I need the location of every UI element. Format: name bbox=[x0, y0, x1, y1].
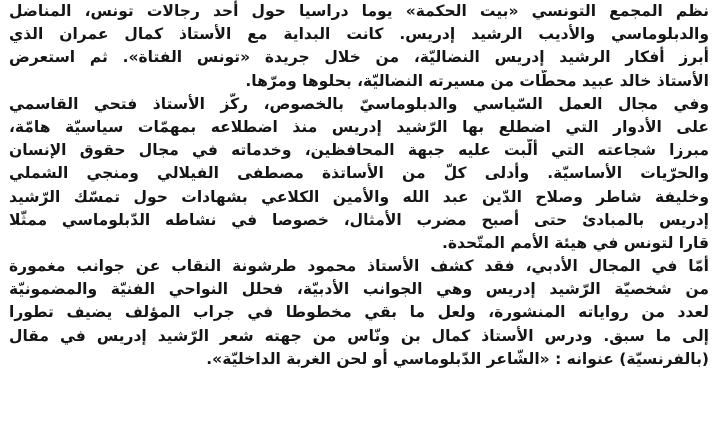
paragraph-political bbox=[9, 93, 709, 255]
text-line: نظم المجمع التونسي «بيت الحكمة» يوما دراسيا حول أحد رجالات تونس، المناضل bbox=[9, 2, 709, 20]
text-line: إدريس بالمبادئ حتى أصبح مضرب الأمثال، خصوصا في نشاطه الدّبلوماسي ممثّلا bbox=[9, 210, 709, 229]
text-line: وخليفة شاطر وصلاح الدّين عبد الله والأمين الكلاعي بشهادات حول تمسّك الرّشيد bbox=[9, 187, 709, 206]
text-line: والدبلوماسي والأديب الرشيد إدريس. كانت البداية مع الأستاذ كمال عمران الذي bbox=[9, 25, 709, 44]
text-line: أمّا في المجال الأدبي، فقد كشف الأستاذ محمود طرشونة النقاب عن جوانب مغمورة bbox=[9, 257, 709, 276]
text-line: مبرزا شجاعته التي ألّبت عليه جبهة المحافظين، وخدماته في مجال حقوق الإنسان bbox=[9, 141, 709, 160]
text-line: (بالفرنسيّة) عنوانه : «الشّاعر الدّبلوماسي أو لحن الغربة الداخليّة». bbox=[206, 349, 709, 368]
text-line: من شخصيّة الرّشيد إدريس وهي الجوانب الأدبيّة، فحلل النواحي الفنيّة والمضمونيّة bbox=[9, 280, 709, 299]
text-line: إلى ما سبق. ودرس الأستاذ كمال بن ونّاس من جهته شعر الرّشيد إدريس في مقال bbox=[9, 326, 709, 345]
text-line: أبرز أفكار الرشيد إدريس النضاليّة، من خلال جريدة «تونس الفتاة». ثم استعرض bbox=[9, 48, 709, 67]
text-line: وفي مجال العمل السّياسي والدبلوماسيّ بالخصوص، ركّز الأستاذ فتحي القاسمي bbox=[9, 94, 709, 113]
text-line: قارا لتونس في هيئة الأمم المتّحدة. bbox=[441, 233, 709, 252]
text-line: والحرّيات الأساسيّة. وأدلى كلّ من الأساتذة مصطفى الفيلالي ومنجي الشملي bbox=[9, 164, 709, 183]
paragraph-intro bbox=[9, 0, 709, 93]
paragraph-literary bbox=[9, 255, 709, 371]
text-line: الأستاذ خالد عبيد محطّات من مسيرته النضاليّة، بحلوها ومرّها. bbox=[245, 71, 709, 90]
text-line: لعدد من رواياته المنشورة، ولعل ما بقي مخطوطا في جراب المؤلف يضيف تطورا bbox=[9, 303, 709, 322]
text-line: على الأدوار التي اضطلع بها الرّشيد إدريس منذ اضطلاعه بمهمّات سياسيّة هامّة، bbox=[9, 117, 709, 136]
